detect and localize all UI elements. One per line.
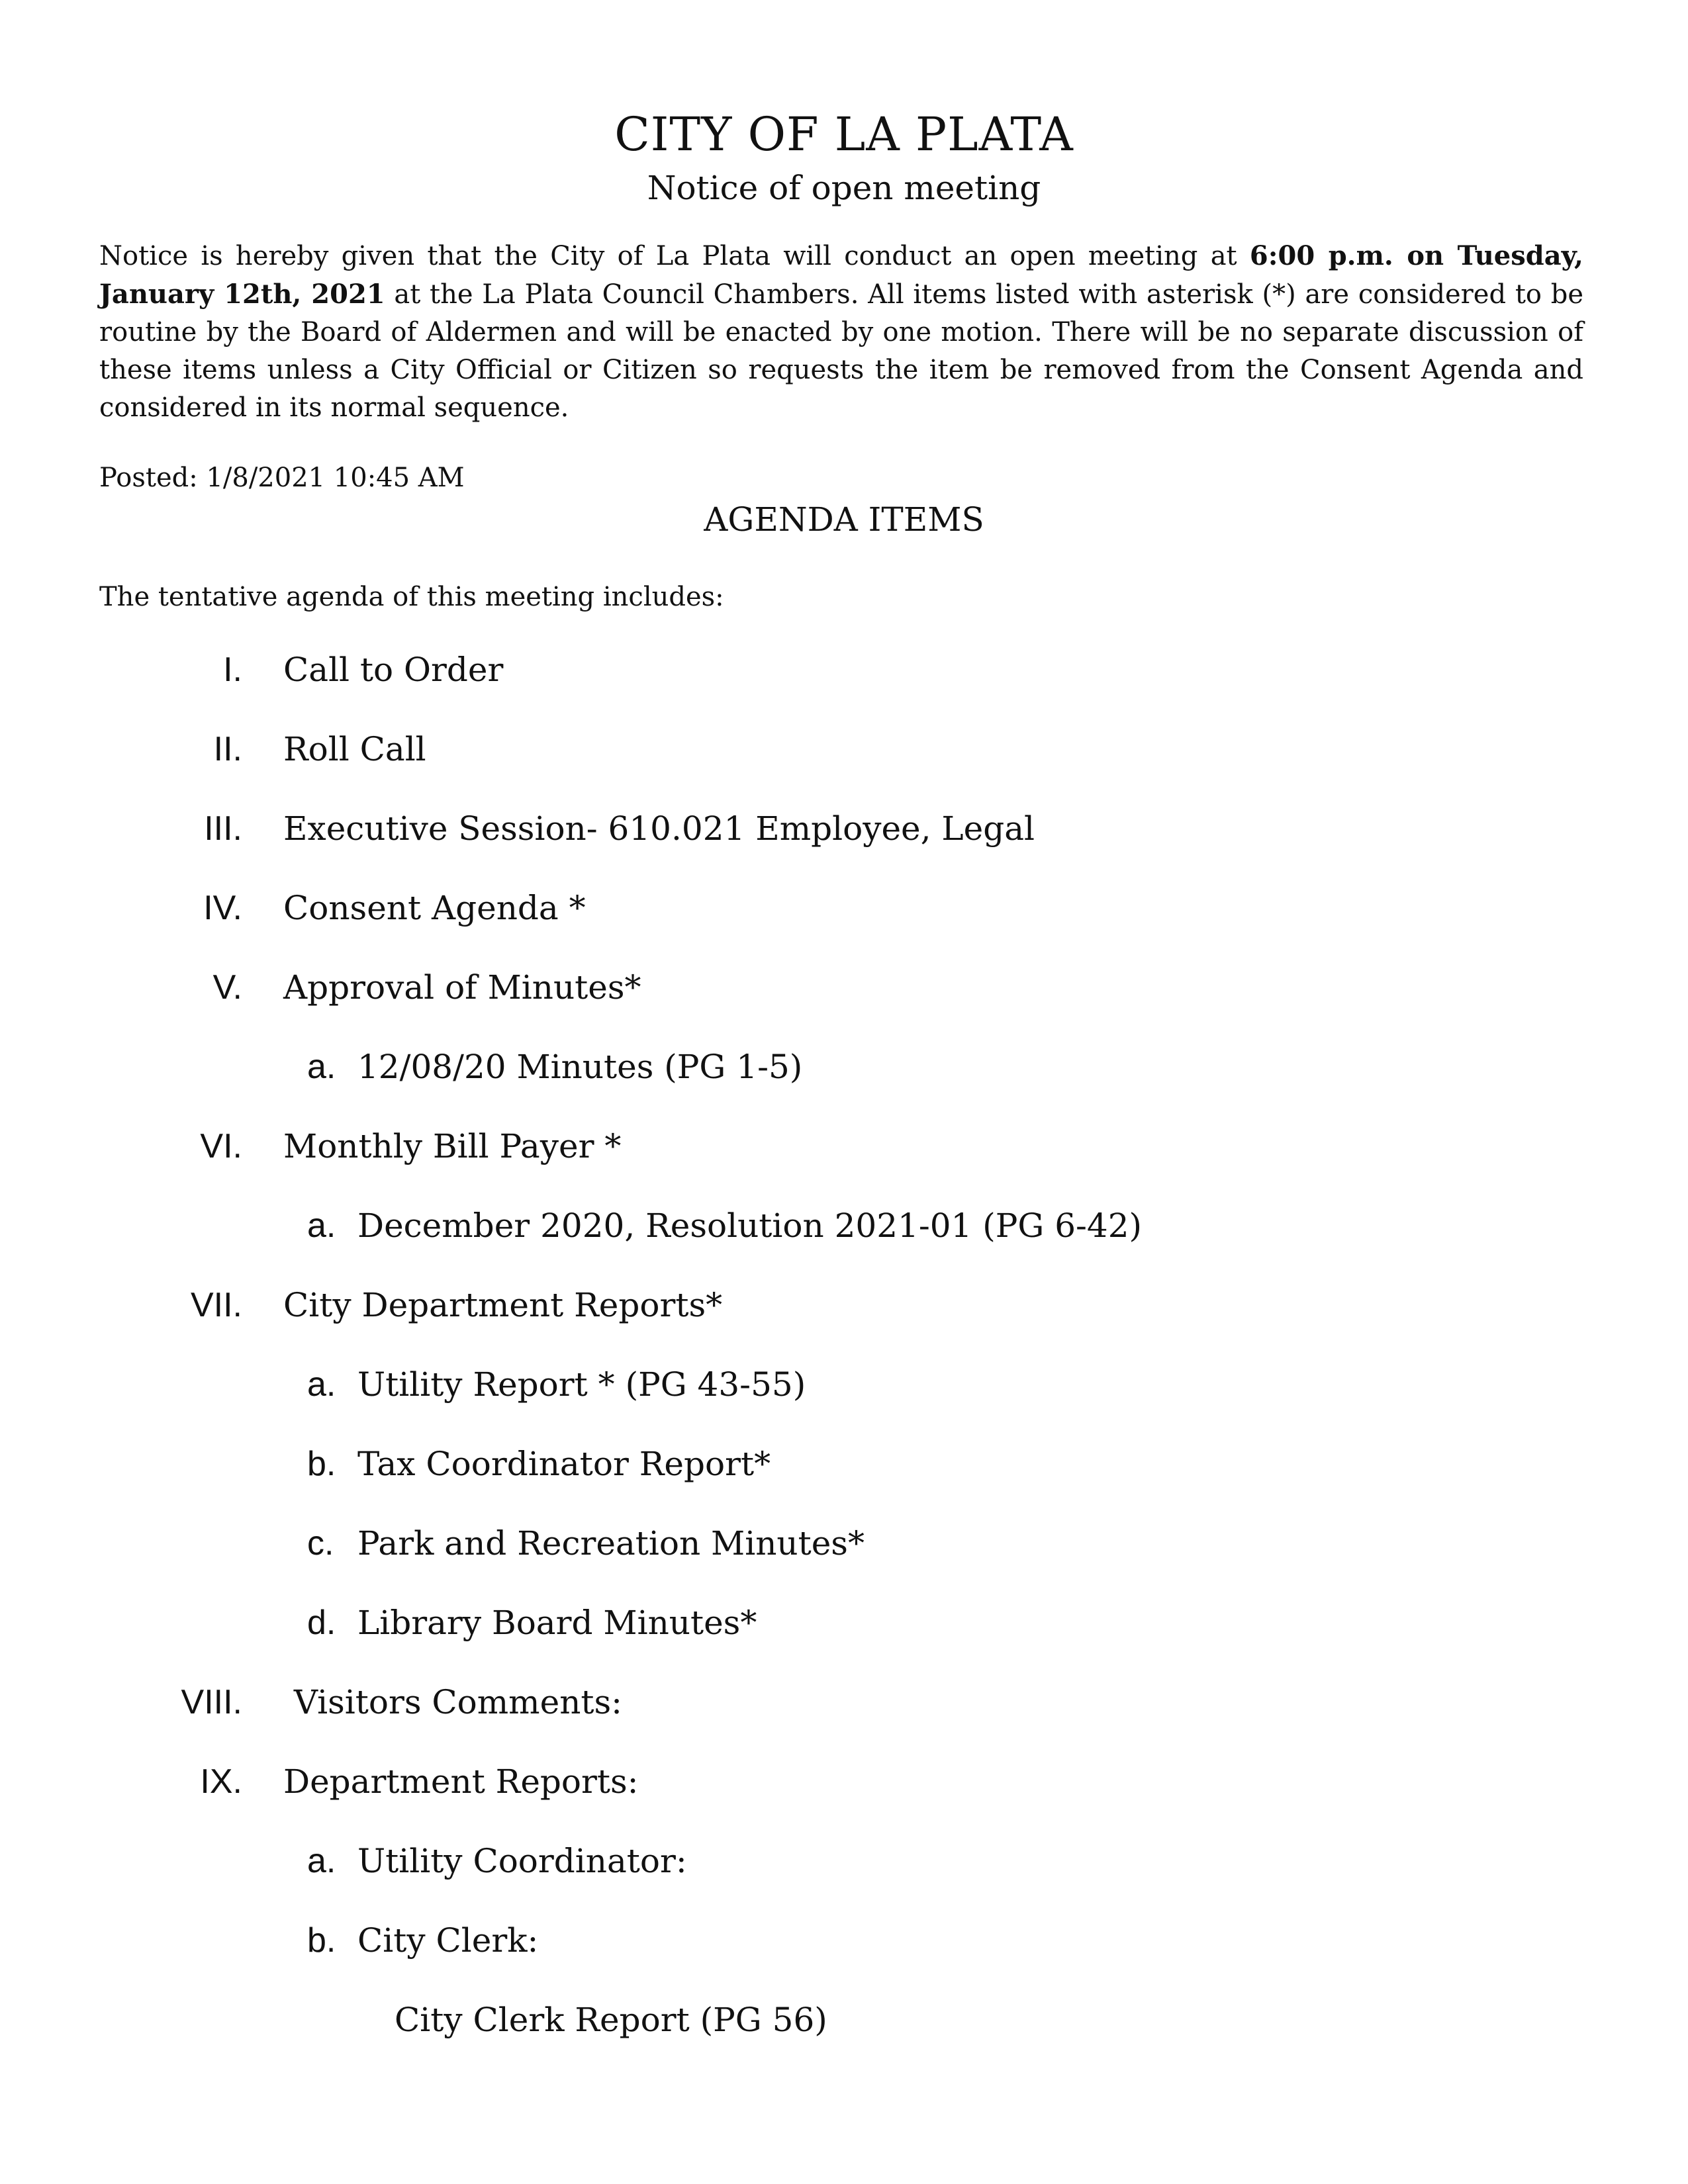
agenda-item-number: I. [223, 651, 242, 689]
notice-body-text: at the La Plata Council Chambers. All items listed with asterisk (*) are considered to be routine by the Board of Aldermen and will be enacted by one motion. There will be no separate discussion of these items unless a City Official or Citizen so requests the item be removed from the Consent Agenda and considered in its normal sequence. [99, 279, 1583, 423]
agenda-item-text: Department Reports: [283, 1762, 639, 1801]
agenda-item-text: Approval of Minutes* [283, 968, 641, 1007]
agenda-detail-city-clerk-report [0, 1996, 1688, 2044]
agenda-item-number: V. [212, 968, 242, 1007]
agenda-item-monthly-bill-payer [0, 1122, 1688, 1170]
agenda-intro: The tentative agenda of this meeting includes: [99, 582, 724, 612]
agenda-subitem-minutes [0, 1043, 1688, 1091]
agenda-subitem-utility-report [0, 1361, 1688, 1408]
agenda-item-text: Visitors Comments: [283, 1683, 622, 1721]
document-subtitle: Notice of open meeting [647, 169, 1041, 207]
agenda-item-text: City Department Reports* [283, 1286, 723, 1324]
agenda-item-number: VIII. [181, 1683, 242, 1721]
notice-meeting-time: 6:00 p.m. on Tuesday, January 12th, 2021 [99, 240, 1583, 310]
agenda-subitem-library-board-minutes [0, 1599, 1688, 1647]
agenda-item-department-reports [0, 1758, 1688, 1805]
agenda-item-consent-agenda [0, 884, 1688, 932]
agenda-subitem-letter: a. [307, 1048, 336, 1086]
agenda-subitem-city-clerk [0, 1917, 1688, 1964]
agenda-item-number: II. [213, 730, 242, 768]
agenda-subitem-letter: c. [307, 1524, 334, 1563]
agenda-subitem-text: December 2020, Resolution 2021-01 (PG 6-42) [357, 1206, 1143, 1245]
agenda-subitem-text: 12/08/20 Minutes (PG 1-5) [357, 1048, 803, 1086]
agenda-detail-text: City Clerk Report (PG 56) [395, 2001, 827, 2039]
agenda-subitem-resolution [0, 1202, 1688, 1250]
agenda-item-number: III. [204, 809, 242, 848]
agenda-subitem-letter: b. [307, 1445, 336, 1483]
agenda-item-text: Call to Order [283, 651, 504, 689]
agenda-subitem-tax-coordinator-report [0, 1440, 1688, 1488]
agenda-item-executive-session [0, 805, 1688, 852]
agenda-subitem-text: Park and Recreation Minutes* [357, 1524, 865, 1563]
agenda-subitem-text: City Clerk: [357, 1921, 539, 1960]
meeting-notice-paragraph [99, 237, 1583, 427]
agenda-subitem-letter: a. [307, 1365, 336, 1404]
agenda-subitem-utility-coordinator [0, 1837, 1688, 1885]
agenda-item-call-to-order [0, 646, 1688, 694]
agenda-item-number: VII. [190, 1286, 242, 1324]
agenda-subitem-letter: b. [307, 1921, 336, 1960]
document-title: CITY OF LA PLATA [614, 107, 1074, 161]
agenda-item-text: Executive Session- 610.021 Employee, Legal [283, 809, 1035, 848]
agenda-item-visitors-comments [0, 1678, 1688, 1726]
agenda-item-city-department-reports [0, 1281, 1688, 1329]
agenda-subitem-park-recreation-minutes [0, 1520, 1688, 1567]
agenda-heading: AGENDA ITEMS [704, 500, 984, 539]
agenda-item-approval-of-minutes [0, 964, 1688, 1011]
agenda-subitem-text: Utility Coordinator: [357, 1842, 687, 1880]
agenda-subitem-text: Library Board Minutes* [357, 1604, 757, 1642]
agenda-subitem-letter: a. [307, 1842, 336, 1880]
agenda-item-text: Monthly Bill Payer * [283, 1127, 622, 1165]
agenda-item-number: IX. [200, 1762, 242, 1801]
agenda-subitem-letter: d. [307, 1604, 336, 1642]
agenda-subitem-letter: a. [307, 1206, 336, 1245]
agenda-subitem-text: Tax Coordinator Report* [357, 1445, 771, 1483]
posted-timestamp: Posted: 1/8/2021 10:45 AM [99, 463, 465, 493]
notice-intro-text: Notice is hereby given that the City of La Plata will conduct an open meeting at [99, 241, 1250, 271]
agenda-item-text: Consent Agenda * [283, 889, 586, 927]
agenda-item-text: Roll Call [283, 730, 426, 768]
agenda-item-roll-call [0, 725, 1688, 773]
agenda-subitem-text: Utility Report * (PG 43-55) [357, 1365, 806, 1404]
agenda-item-number: VI. [200, 1127, 242, 1165]
agenda-item-number: IV. [203, 889, 242, 927]
